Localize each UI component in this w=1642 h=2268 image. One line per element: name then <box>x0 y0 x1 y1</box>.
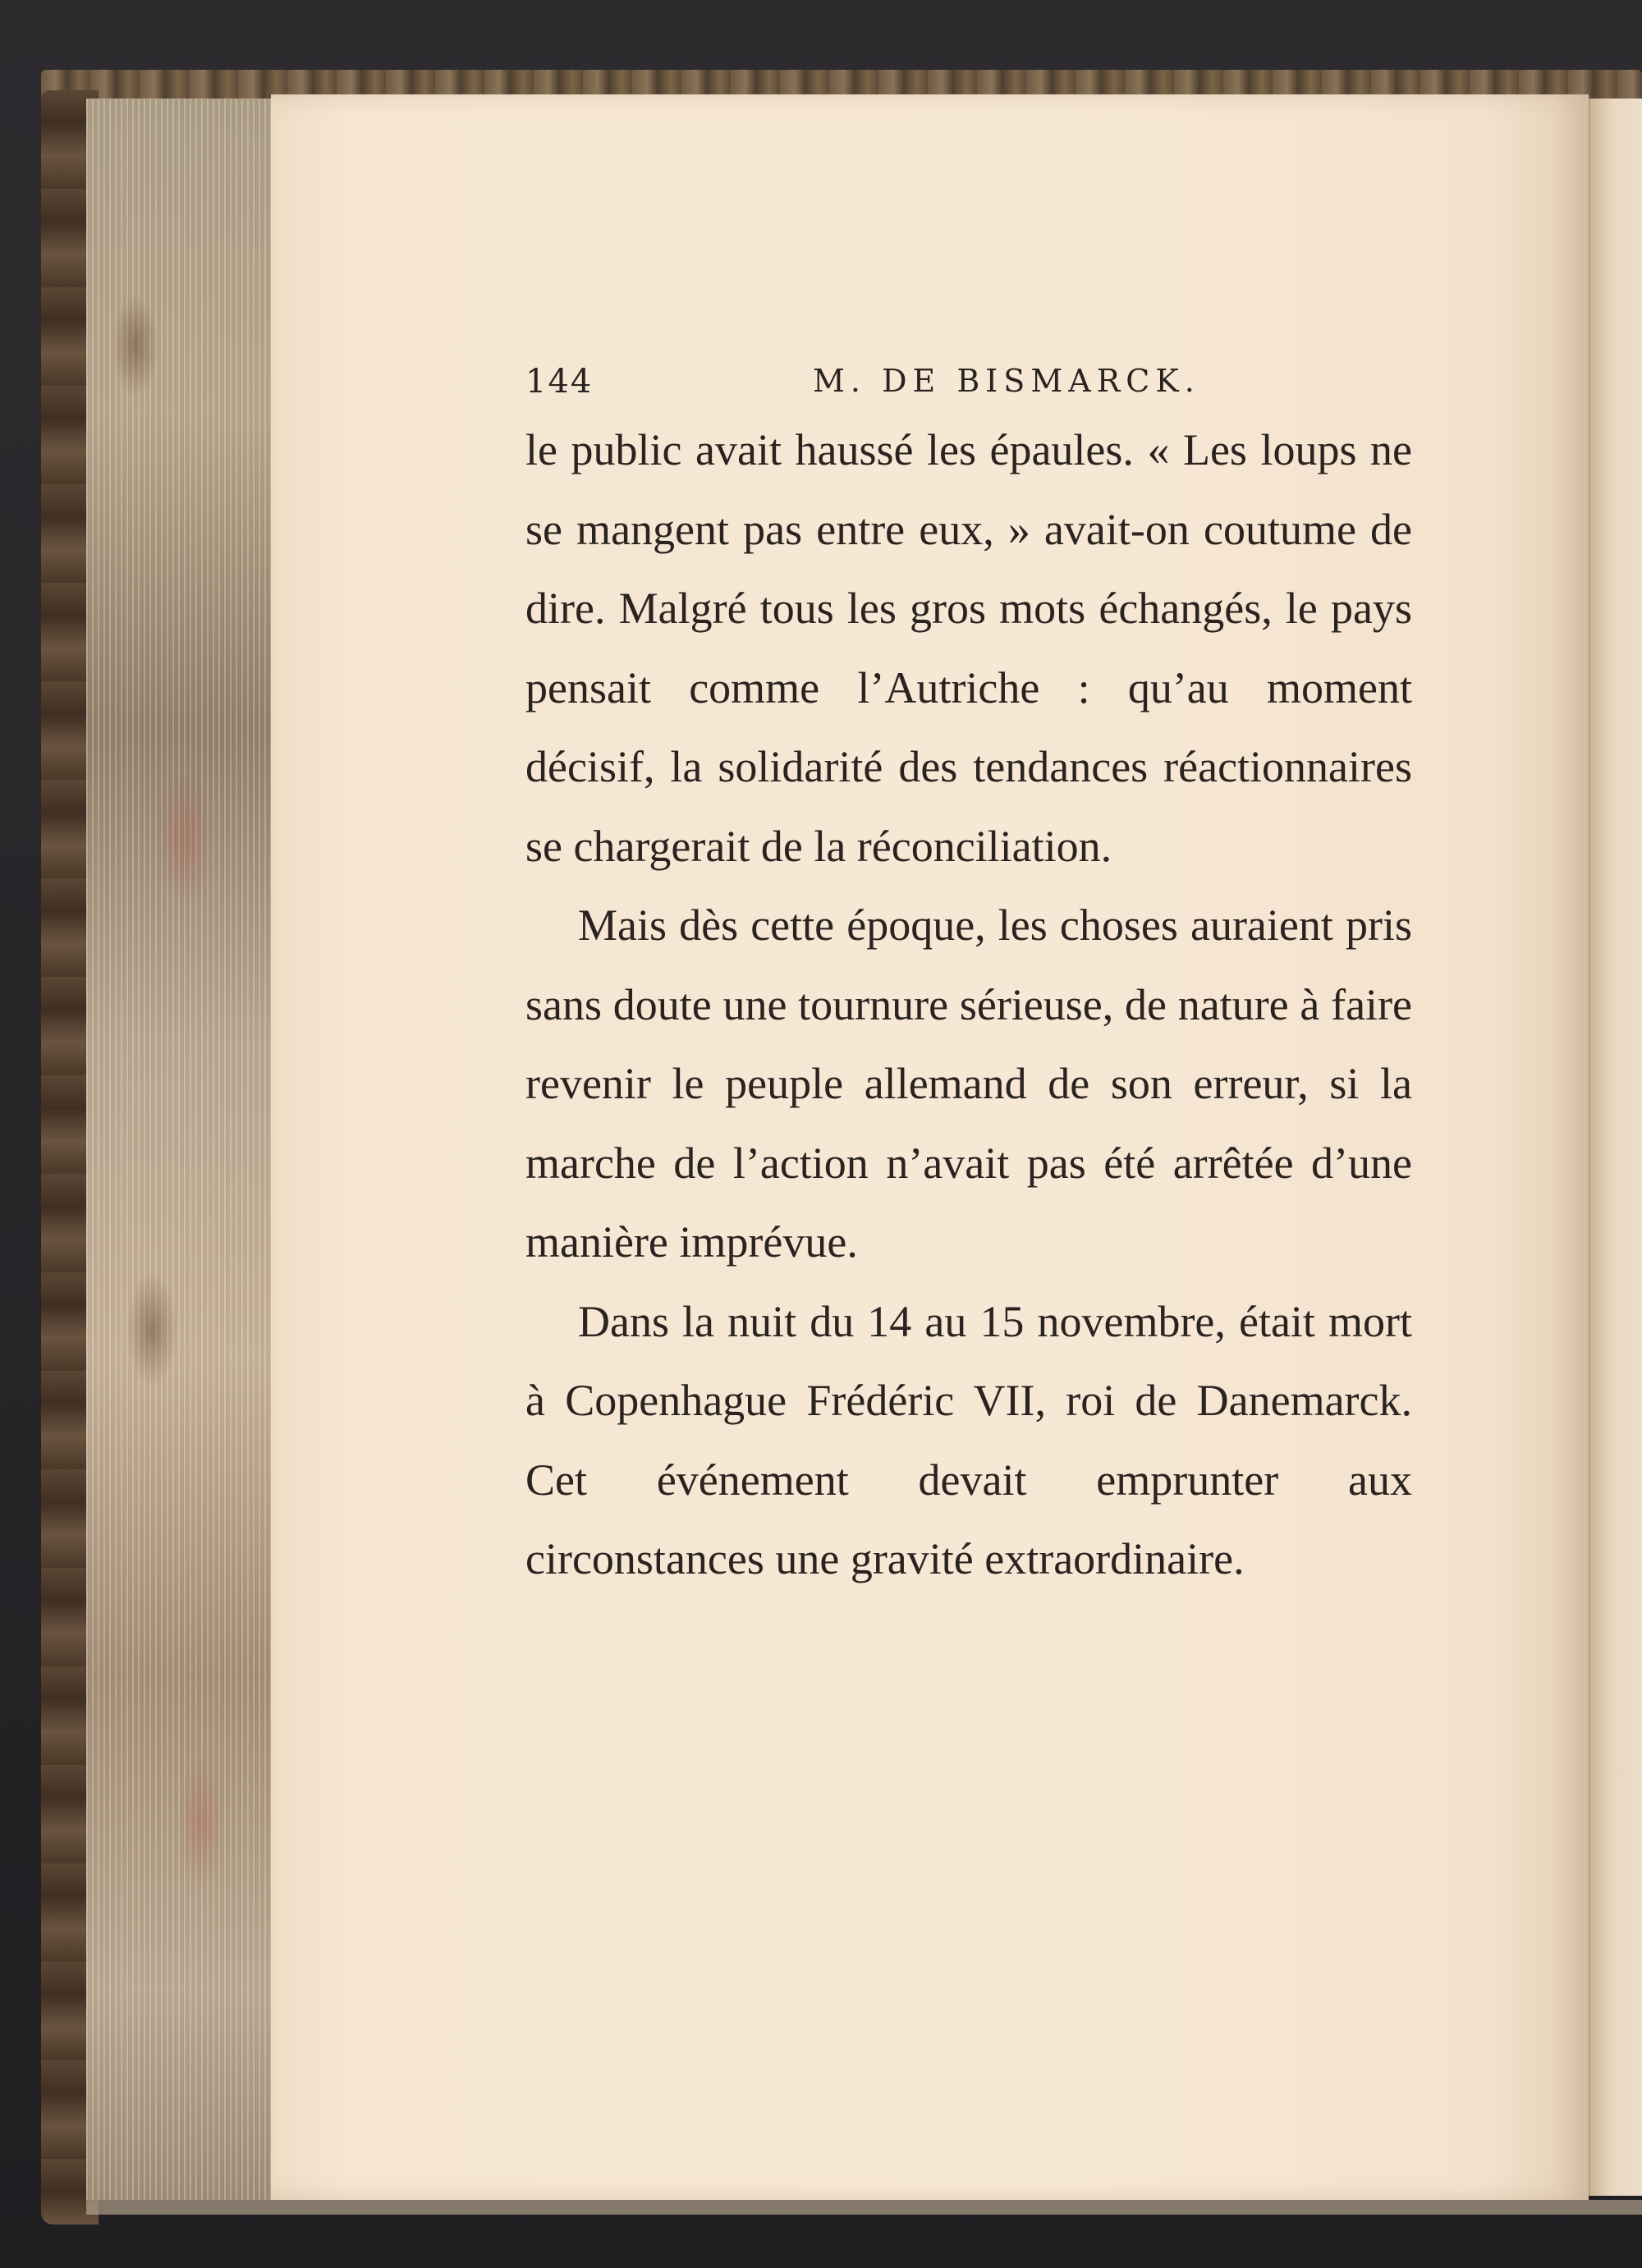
running-head: M. DE BISMARCK. <box>813 363 1200 399</box>
body-text <box>525 410 1412 1599</box>
paragraph: Mais dès cette époque, les choses auraient pris sans doute une tournure sérieuse, de nature à faire revenir le peuple allemand de son erreur, si la marche de l’action n’avait pas été arrêtée d’une manière imprévue. <box>525 900 1412 1267</box>
paragraph: le public avait haussé les épaules. « Les loups ne se mangent pas entre eux, » avait-on coutume de dire. Malgré tous les gros mots échangés, le pays pensait comme l’Autriche : qu’au moment décisif, la solidarité des tendances réactionnaires se chargerait de la réconciliation. <box>525 425 1412 871</box>
facing-page-edge <box>1589 99 1642 2196</box>
page-number: 144 <box>525 363 594 401</box>
page-header <box>525 363 1412 412</box>
page-edges <box>86 99 277 2200</box>
paragraph: Dans la nuit du 14 au 15 novembre, était mort à Copenhague Frédéric VII, roi de Danemarck. Cet événement devait emprunter aux circonstances une gravité extraordinaire. <box>525 1296 1412 1583</box>
page-bottom-edge <box>86 2200 1642 2215</box>
